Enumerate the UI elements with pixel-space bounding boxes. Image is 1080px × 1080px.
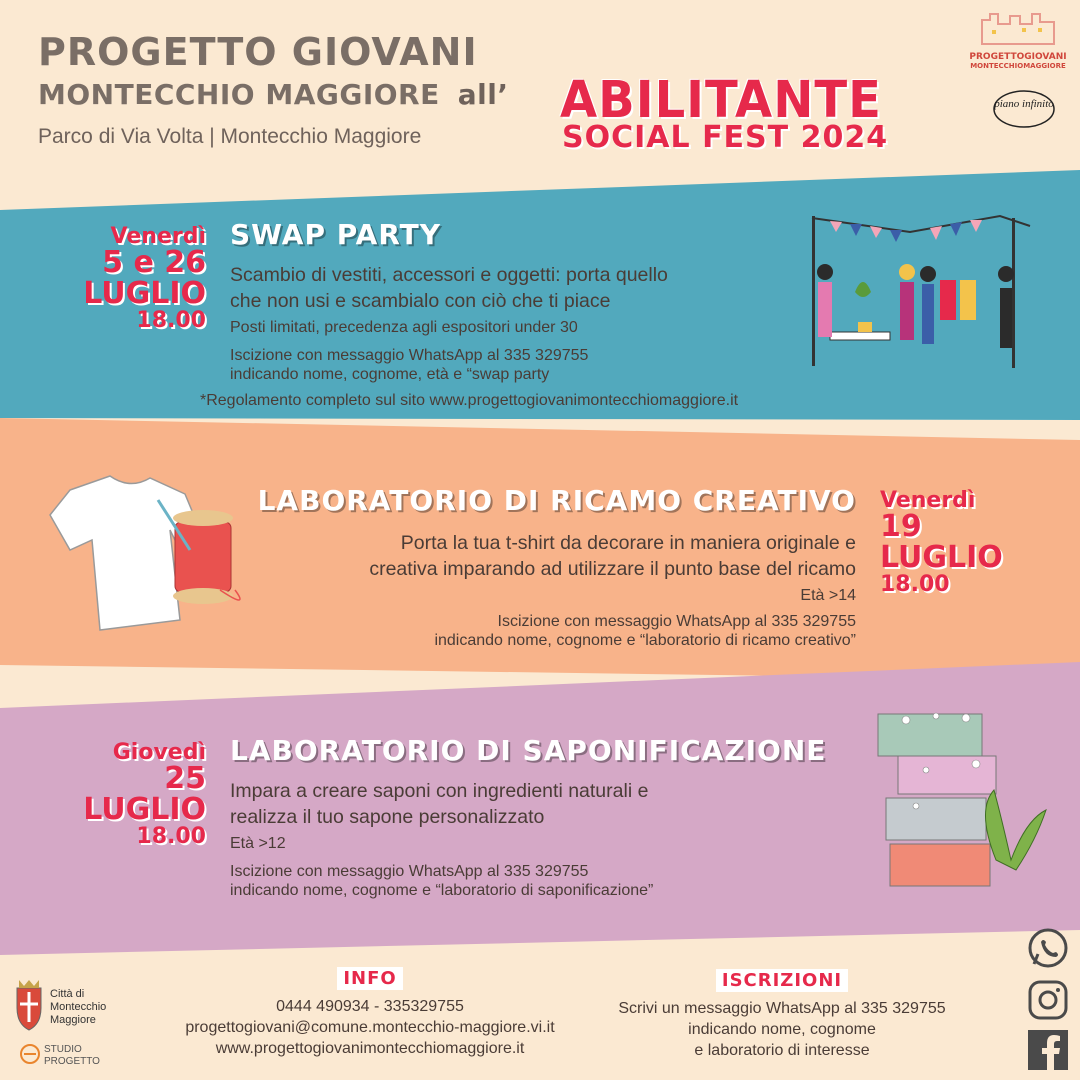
event3-title: LABORATORIO DI SAPONIFICAZIONE [230,734,827,767]
event2-signup-line1: Iscizione con messaggio WhatsApp al 335 329755 [497,613,856,630]
tshirt-spool-illustration [40,470,250,640]
piano-infinito-logo [988,86,1060,132]
iscrizioni-line2: indicando nome, cognome [688,1020,876,1038]
studio-progetto-logo-text [44,1044,100,1067]
event3-date [83,742,206,848]
city-logo-line1: Città di [50,988,85,1000]
event1-note: Posti limitati, precedenza agli espositori under 30 [230,319,578,336]
facebook-icon[interactable] [1026,1028,1070,1072]
event2-month: LUGLIO [880,540,1003,576]
festival-edition: SOCIAL FEST 2024 [562,120,889,155]
event3-signup-line1: Iscizione con messaggio WhatsApp al 335 329755 [230,863,589,880]
info-section [160,968,580,1059]
event1-dates: 5 e 26 [102,245,206,281]
event1-date [83,226,206,332]
event2-title: LABORATORIO DI RICAMO CREATIVO [257,484,856,517]
city-logo-text [50,988,106,1028]
iscrizioni-section [582,970,982,1061]
studio-logo-line1: STUDIO [44,1044,82,1055]
event1-desc-line2: che non usi e scambialo con ciò che ti piace [230,290,611,313]
event3-month: LUGLIO [83,792,206,828]
subtitle-connector: all’ [457,78,509,111]
event3-desc-line1: Impara a creare saponi con ingredienti naturali e [230,780,649,802]
page-title: PROGETTO GIOVANI [38,30,478,74]
subtitle-city: MONTECCHIO MAGGIORE [38,78,440,111]
event1-month: LUGLIO [83,276,206,312]
festival-name: ABILITANTE [560,70,882,130]
event1-description [230,262,790,315]
event3-signup [230,862,653,900]
iscrizioni-heading: ISCRIZIONI [716,969,848,992]
event1-time: 18.00 [136,307,206,333]
event1-signup-line2: indicando nome, cognome, età e “swap party [230,366,550,384]
event1-rules: *Regolamento completo sul sito www.progettogiovanimontecchiomaggiore.it [200,392,739,409]
event3-time: 18.00 [136,823,206,849]
event2-signup-line2: indicando nome, cognome e “laboratorio di ricamo creativo” [434,632,856,650]
progetto-giovani-logo [968,10,1068,72]
iscrizioni-line1: Scrivi un messaggio WhatsApp al 335 329755 [618,1000,946,1017]
event3-age: Età >12 [230,835,286,852]
event2-description [236,530,856,583]
event3-dates: 25 [164,761,206,797]
event3-signup-line2: indicando nome, cognome e “laboratorio di saponificazione” [230,882,654,900]
event2-age: Età >14 [800,587,856,604]
info-website: www.progettogiovanimontecchiomaggiore.it [215,1039,525,1057]
event2-time: 18.00 [880,571,950,597]
soap-illustration [876,710,1056,890]
city-logo-line2: Montecchio [50,1001,107,1014]
event2-signup [434,612,856,650]
studio-logo-line2: PROGETTO [44,1055,100,1067]
info-email: progettogiovani@comune.montecchio-maggiore.vi.it [185,1018,555,1036]
city-crest-icon [14,978,44,1032]
event3-description [230,778,790,831]
instagram-icon[interactable] [1026,978,1070,1022]
event-location: Parco di Via Volta | Montecchio Maggiore [38,125,422,148]
event2-desc-line1: Porta la tua t-shirt da decorare in maniera originale e [400,532,856,554]
event2-desc-line2: creativa imparando ad utilizzare il punto base del ricamo [369,558,856,581]
studio-progetto-icon [18,1042,42,1066]
iscrizioni-line3: e laboratorio di interesse [694,1041,870,1059]
event2-dates: 19 [880,509,922,545]
swap-party-illustration [800,212,1040,372]
event3-desc-line2: realizza il tuo sapone personalizzato [230,806,545,829]
event1-day: Venerdì [110,224,206,249]
progetto-giovani-logo-text: PROGETTOGIOVANI [969,52,1067,62]
event1-title: SWAP PARTY [230,218,442,251]
info-heading: INFO [337,967,402,990]
event1-signup [230,346,588,384]
castle-icon [978,10,1058,46]
city-logo-line3: Maggiore [50,1014,96,1027]
page-subtitle [38,78,508,111]
event2-day: Venerdì [880,488,976,513]
progetto-giovani-logo-sub: MONTECCHIOMAGGIORE [970,62,1066,70]
piano-infinito-logo-text: piano infinito [994,98,1054,110]
event1-signup-line1: Iscizione con messaggio WhatsApp al 335 329755 [230,347,589,364]
info-phone: 0444 490934 - 335329755 [276,998,464,1015]
whatsapp-icon[interactable] [1026,926,1070,970]
event2-date [880,490,1003,596]
event1-desc-line1: Scambio di vestiti, accessori e oggetti: porta quello [230,264,668,286]
event3-day: Giovedì [112,740,206,765]
